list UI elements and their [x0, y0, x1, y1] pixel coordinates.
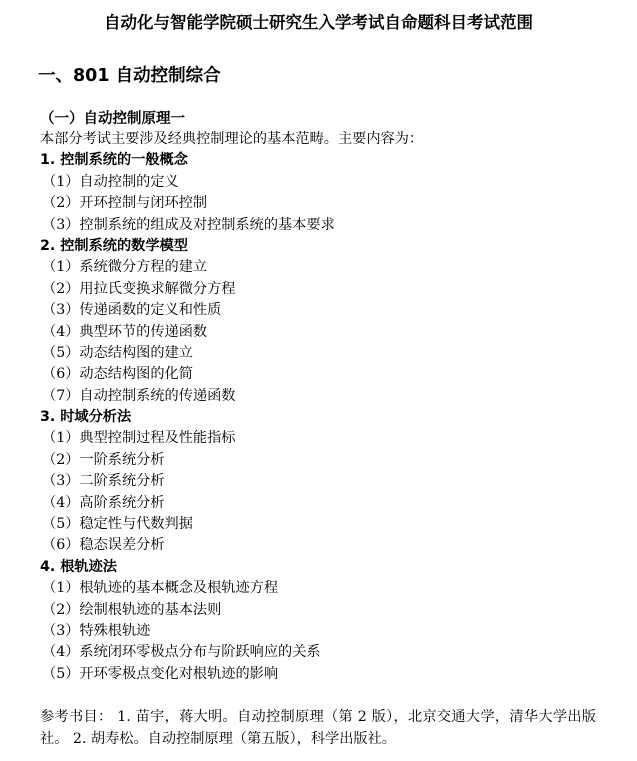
topic-group-2	[40, 236, 625, 407]
topic-heading: 2. 控制系统的数学模型	[40, 237, 188, 254]
list-item: （2）用拉氏变换求解微分方程	[42, 280, 236, 297]
subsection-title: （一）自动控制原理一	[40, 111, 185, 127]
references-paragraph: 参考书目： 1. 苗宇，蒋大明。自动控制原理（第 2 版），北京交通大学，清华大学出版社。 2. 胡寿松。自动控制原理（第五版），科学出版社。	[40, 709, 596, 747]
list-item: （7）自动控制系统的传递函数	[42, 387, 236, 404]
list-item: （1）系统微分方程的建立	[42, 259, 208, 276]
document-title: 自动化与智能学院硕士研究生入学考试自命题科目考试范围	[104, 13, 533, 32]
list-item: （5）稳定性与代数判据	[42, 516, 193, 533]
list-item: （6）稳态误差分析	[42, 537, 165, 554]
list-item: （3）控制系统的组成及对控制系统的基本要求	[42, 216, 335, 233]
list-item: （2）绘制根轨迹的基本法则	[42, 601, 222, 618]
intro-paragraph: 本部分考试主要涉及经典控制理论的基本范畴。主要内容为：	[40, 131, 424, 147]
list-item: （3）特殊根轨迹	[42, 622, 151, 639]
topic-heading: 3. 时域分析法	[40, 409, 132, 426]
section-title: 一、801 自动控制综合	[38, 66, 221, 86]
topic-heading: 1. 控制系统的一般概念	[40, 152, 188, 169]
list-item: （4）典型环节的传递函数	[42, 323, 208, 340]
list-item: （3）二阶系统分析	[42, 473, 165, 490]
list-item: （4）高阶系统分析	[42, 494, 165, 511]
list-item: （5）开环零极点变化对根轨迹的影响	[42, 665, 279, 682]
list-item: （2）开环控制与闭环控制	[42, 195, 208, 212]
list-item: （1）根轨迹的基本概念及根轨迹方程	[42, 580, 279, 597]
list-item: （1）典型控制过程及性能指标	[42, 430, 236, 447]
list-item: （1）自动控制的定义	[42, 173, 179, 190]
list-item: （4）系统闭环零极点分布与阶跃响应的关系	[42, 644, 321, 661]
list-item: （5）动态结构图的建立	[42, 344, 193, 361]
list-item: （3）传递函数的定义和性质	[42, 302, 222, 319]
list-item: （6）动态结构图的化简	[42, 366, 193, 383]
topic-heading: 4. 根轨迹法	[40, 558, 117, 575]
syllabus-body	[40, 129, 625, 685]
list-item: （2）一阶系统分析	[42, 451, 165, 468]
topic-group-4	[40, 557, 625, 685]
topic-group-1	[40, 150, 625, 236]
topic-group-3	[40, 407, 625, 557]
